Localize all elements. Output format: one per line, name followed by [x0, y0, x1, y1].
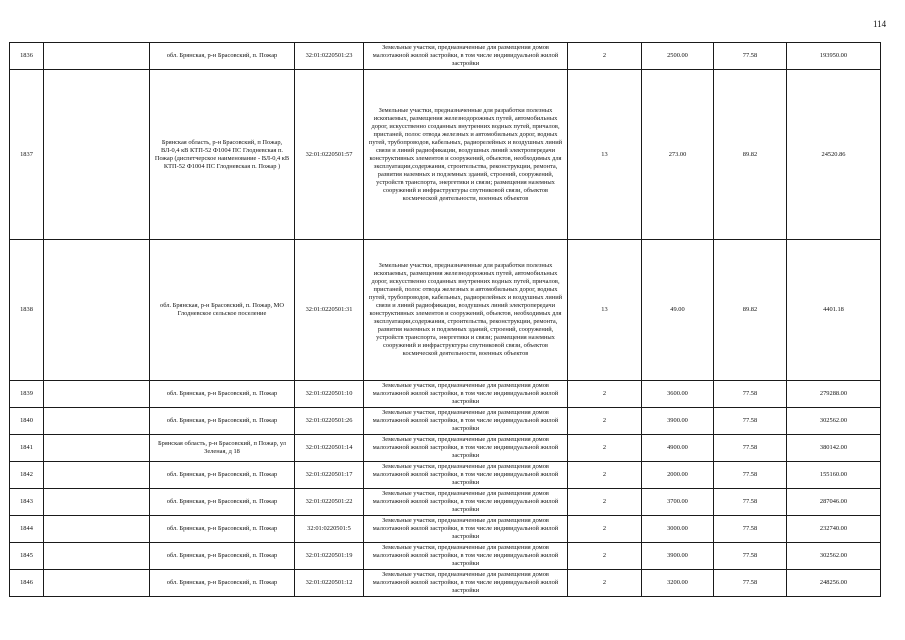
specific-value: 77.58	[714, 43, 787, 70]
cadastral-value: 4401.18	[787, 240, 881, 381]
land-use-description: Земельные участки, предназначенные для размещения домов малоэтажной жилой застройки, в том числе индивидуальной жилой застройки	[364, 462, 568, 489]
cadastral-value: 279288.00	[787, 381, 881, 408]
group-number: 2	[568, 570, 642, 597]
cadastral-number: 32:01:0220501:57	[295, 70, 364, 240]
table-row	[10, 570, 881, 597]
address-cell: обл. Брянская, р-н Брасовский, п. Пожар	[150, 408, 295, 435]
group-number: 2	[568, 435, 642, 462]
cadastral-value: 248256.00	[787, 570, 881, 597]
cadastral-value: 24520.86	[787, 70, 881, 240]
land-use-description: Земельные участки, предназначенные для размещения домов малоэтажной жилой застройки, в том числе индивидуальной жилой застройки	[364, 381, 568, 408]
address-cell: обл. Брянская, р-н Брасовский, п. Пожар	[150, 570, 295, 597]
table-row	[10, 435, 881, 462]
specific-value: 77.58	[714, 462, 787, 489]
table-row	[10, 408, 881, 435]
address-cell: обл. Брянская, р-н Брасовский, п. Пожар	[150, 543, 295, 570]
land-use-description: Земельные участки, предназначенные для размещения домов малоэтажной жилой застройки, в том числе индивидуальной жилой застройки	[364, 435, 568, 462]
specific-value: 77.58	[714, 570, 787, 597]
cadastral-number: 32:01:0220501:5	[295, 516, 364, 543]
address-cell: обл. Брянская, р-н Брасовский, п. Пожар	[150, 43, 295, 70]
land-use-description: Земельные участки, предназначенные для размещения домов малоэтажной жилой застройки, в том числе индивидуальной жилой застройки	[364, 408, 568, 435]
area-value: 2000.00	[642, 462, 714, 489]
group-number: 2	[568, 43, 642, 70]
group-number: 2	[568, 462, 642, 489]
group-number: 2	[568, 408, 642, 435]
blank-cell	[44, 489, 150, 516]
table-row	[10, 70, 881, 240]
row-number: 1840	[10, 408, 44, 435]
specific-value: 89.82	[714, 240, 787, 381]
row-number: 1836	[10, 43, 44, 70]
cadastral-number: 32:01:0220501:10	[295, 381, 364, 408]
group-number: 2	[568, 489, 642, 516]
area-value: 3700.00	[642, 489, 714, 516]
cadastral-value: 155160.00	[787, 462, 881, 489]
land-use-description: Земельные участки, предназначенные для размещения домов малоэтажной жилой застройки, в том числе индивидуальной жилой застройки	[364, 43, 568, 70]
area-value: 3900.00	[642, 543, 714, 570]
specific-value: 77.58	[714, 408, 787, 435]
row-number: 1846	[10, 570, 44, 597]
area-value: 3900.00	[642, 408, 714, 435]
cadastral-value: 232740.00	[787, 516, 881, 543]
address-cell: Брянская область, р-н Брасовский, п Пожар, ул Зеленая, д 18	[150, 435, 295, 462]
group-number: 2	[568, 543, 642, 570]
cadastral-number: 32:01:0220501:22	[295, 489, 364, 516]
table-row	[10, 516, 881, 543]
cadastral-number: 32:01:0220501:14	[295, 435, 364, 462]
address-cell: обл. Брянская, р-н Брасовский, п. Пожар	[150, 516, 295, 543]
area-value: 273.00	[642, 70, 714, 240]
address-cell: обл. Брянская, р-н Брасовский, п. Пожар	[150, 489, 295, 516]
area-value: 3000.00	[642, 516, 714, 543]
row-number: 1838	[10, 240, 44, 381]
group-number: 13	[568, 240, 642, 381]
blank-cell	[44, 408, 150, 435]
blank-cell	[44, 435, 150, 462]
cadastral-number: 32:01:0220501:26	[295, 408, 364, 435]
cadastral-number: 32:01:0220501:23	[295, 43, 364, 70]
address-cell: обл. Брянская, р-н Брасовский, п. Пожар	[150, 462, 295, 489]
cadastral-value: 380142.00	[787, 435, 881, 462]
specific-value: 77.58	[714, 489, 787, 516]
cadastral-number: 32:01:0220501:12	[295, 570, 364, 597]
area-value: 2500.00	[642, 43, 714, 70]
specific-value: 77.58	[714, 543, 787, 570]
blank-cell	[44, 516, 150, 543]
cadastral-value: 302562.00	[787, 408, 881, 435]
table-row	[10, 462, 881, 489]
cadastral-number: 32:01:0220501:17	[295, 462, 364, 489]
cadastral-value: 302562.00	[787, 543, 881, 570]
table-row	[10, 489, 881, 516]
table-row	[10, 381, 881, 408]
blank-cell	[44, 240, 150, 381]
address-cell: обл. Брянская, р-н Брасовский, п. Пожар, МО Глодневское сельское поселение	[150, 240, 295, 381]
address-cell: Брянская область, р-н Брасовский, п Пожар, ВЛ-0,4 кВ КТП-52 Ф1004 ПС Глодневская п. Пожар (диспетчерское наименование - ВЛ-0,4 кВ КТП-52 Ф1004 ПС Глодневская п. Пожар )	[150, 70, 295, 240]
address-cell: обл. Брянская, р-н Брасовский, п. Пожар	[150, 381, 295, 408]
land-use-description: Земельные участки, предназначенные для размещения домов малоэтажной жилой застройки, в том числе индивидуальной жилой застройки	[364, 516, 568, 543]
cadastral-number: 32:01:0220501:19	[295, 543, 364, 570]
specific-value: 77.58	[714, 516, 787, 543]
specific-value: 77.58	[714, 381, 787, 408]
specific-value: 89.82	[714, 70, 787, 240]
land-use-description: Земельные участки, предназначенные для размещения домов малоэтажной жилой застройки, в том числе индивидуальной жилой застройки	[364, 543, 568, 570]
table-row	[10, 240, 881, 381]
blank-cell	[44, 70, 150, 240]
cadastral-number: 32:01:0220501:31	[295, 240, 364, 381]
land-use-description: Земельные участки, предназначенные для размещения домов малоэтажной жилой застройки, в том числе индивидуальной жилой застройки	[364, 570, 568, 597]
row-number: 1837	[10, 70, 44, 240]
group-number: 2	[568, 516, 642, 543]
table-row	[10, 543, 881, 570]
cadastral-value: 193950.00	[787, 43, 881, 70]
blank-cell	[44, 43, 150, 70]
cadastral-value: 287046.00	[787, 489, 881, 516]
area-value: 4900.00	[642, 435, 714, 462]
blank-cell	[44, 570, 150, 597]
row-number: 1842	[10, 462, 44, 489]
specific-value: 77.58	[714, 435, 787, 462]
row-number: 1839	[10, 381, 44, 408]
land-use-description: Земельные участки, предназначенные для разработки полезных ископаемых, размещения железнодорожных путей, автомобильных дорог, искусственно созданных внутренних водных путей, причалов, пристаней, полос отвода железных и автомобильных дорог, водных путей, трубопроводов, кабельных, радиорелейных и воздушных линий связи и линий радиофикации, воздушных линий электропередачи конструктивных элементов и сооружений, объектов, необходимых для эксплуатации,содержания, строительства, реконструкции, ремонта, развития наземных и подземных зданий, строений, сооружений, устройств транспорта, энергетики и связи; размещения наземных сооружений и инфраструктуры спутниковой связи, объектов космической деятельности, военных объектов	[364, 240, 568, 381]
row-number: 1843	[10, 489, 44, 516]
land-use-description: Земельные участки, предназначенные для разработки полезных ископаемых, размещения железнодорожных путей, автомобильных дорог, искусственно созданных внутренних водных путей, причалов, пристаней, полос отвода железных и автомобильных дорог, водных путей, трубопроводов, кабельных, радиорелейных и воздушных линий связи и линий радиофикации, воздушных линий электропередачи конструктивных элементов и сооружений, объектов, необходимых для эксплуатации,содержания, строительства, реконструкции, ремонта, развития наземных и подземных зданий, строений, сооружений, устройств транспорта, энергетики и связи; размещения наземных сооружений и инфраструктуры спутниковой связи, объектов космической деятельности, военных объектов	[364, 70, 568, 240]
page-number: 114	[873, 19, 887, 29]
row-number: 1844	[10, 516, 44, 543]
group-number: 13	[568, 70, 642, 240]
blank-cell	[44, 543, 150, 570]
area-value: 49.00	[642, 240, 714, 381]
blank-cell	[44, 462, 150, 489]
area-value: 3600.00	[642, 381, 714, 408]
group-number: 2	[568, 381, 642, 408]
table-row	[10, 43, 881, 70]
cadastral-registry-table	[9, 42, 881, 597]
land-use-description: Земельные участки, предназначенные для размещения домов малоэтажной жилой застройки, в том числе индивидуальной жилой застройки	[364, 489, 568, 516]
area-value: 3200.00	[642, 570, 714, 597]
blank-cell	[44, 381, 150, 408]
row-number: 1841	[10, 435, 44, 462]
row-number: 1845	[10, 543, 44, 570]
